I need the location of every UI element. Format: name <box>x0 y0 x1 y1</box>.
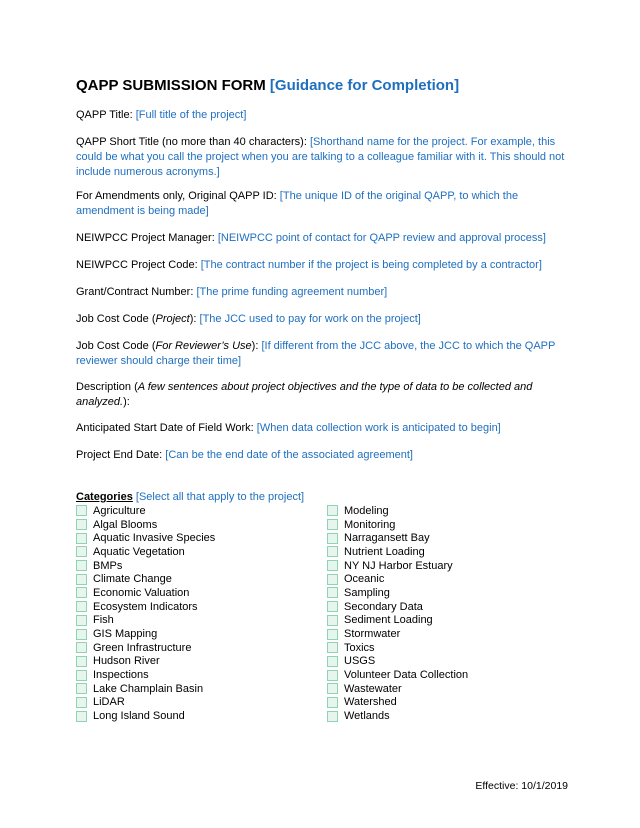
field-hint[interactable]: [The JCC used to pay for work on the project] <box>199 313 421 325</box>
field-short-title <box>76 135 568 180</box>
field-project-manager <box>76 231 568 246</box>
category-item[interactable] <box>327 600 468 614</box>
category-label: Ecosystem Indicators <box>93 600 198 613</box>
category-item[interactable] <box>76 559 215 573</box>
category-label: Aquatic Vegetation <box>93 545 185 558</box>
category-label: Lake Champlain Basin <box>93 682 204 695</box>
category-label: Wetlands <box>344 710 390 723</box>
category-item[interactable] <box>76 531 215 545</box>
category-item[interactable] <box>327 504 468 518</box>
category-item[interactable] <box>327 627 468 641</box>
category-checkbox[interactable] <box>76 711 87 722</box>
category-checkbox[interactable] <box>76 505 87 516</box>
field-label: Anticipated Start Date of Field Work: <box>76 422 257 434</box>
field-label-italic: Project <box>155 313 190 325</box>
category-label: Narragansett Bay <box>344 532 430 545</box>
category-item[interactable] <box>76 696 215 710</box>
field-label: Job Cost Code ( <box>76 313 156 325</box>
field-label: NEIWPCC Project Manager: <box>76 232 218 244</box>
category-item[interactable] <box>327 641 468 655</box>
category-checkbox[interactable] <box>327 711 338 722</box>
field-label: Project End Date: <box>76 449 166 461</box>
category-item[interactable] <box>76 627 215 641</box>
field-label: Description ( <box>76 381 138 393</box>
categories-left-column <box>76 504 215 723</box>
category-checkbox[interactable] <box>327 683 338 694</box>
field-hint[interactable]: [Full title of the project] <box>135 109 247 121</box>
category-label: Volunteer Data Collection <box>344 669 469 682</box>
category-item[interactable] <box>76 518 215 532</box>
category-label: Hudson River <box>93 655 160 668</box>
field-label: ): <box>123 396 130 408</box>
category-label: Sediment Loading <box>344 614 433 627</box>
field-hint[interactable]: [Can be the end date of the associated agreement] <box>165 449 413 461</box>
category-item[interactable] <box>327 518 468 532</box>
category-label: Monitoring <box>344 518 396 531</box>
category-label: USGS <box>344 655 376 668</box>
category-item[interactable] <box>76 682 215 696</box>
category-checkbox[interactable] <box>76 546 87 557</box>
category-item[interactable] <box>76 614 215 628</box>
category-label: Wastewater <box>344 682 402 695</box>
field-label: ): <box>251 340 262 352</box>
category-label: Sampling <box>344 586 390 599</box>
category-label: Stormwater <box>344 628 401 641</box>
category-item[interactable] <box>327 531 468 545</box>
category-checkbox[interactable] <box>76 697 87 708</box>
category-label: Oceanic <box>344 573 385 586</box>
category-item[interactable] <box>76 504 215 518</box>
category-label: Aquatic Invasive Species <box>93 532 216 545</box>
field-label: NEIWPCC Project Code: <box>76 259 201 271</box>
category-item[interactable] <box>76 668 215 682</box>
field-end-date <box>76 448 568 463</box>
field-label: QAPP Title: <box>76 109 136 121</box>
category-item[interactable] <box>327 559 468 573</box>
field-job-cost-code-reviewer <box>76 339 568 369</box>
category-checkbox[interactable] <box>327 574 338 585</box>
category-checkbox[interactable] <box>76 656 87 667</box>
category-checkbox[interactable] <box>327 587 338 598</box>
category-item[interactable] <box>76 572 215 586</box>
category-checkbox[interactable] <box>76 601 87 612</box>
field-qapp-title <box>76 108 568 123</box>
category-item[interactable] <box>327 655 468 669</box>
category-checkbox[interactable] <box>76 615 87 626</box>
category-label: Green Infrastructure <box>93 641 192 654</box>
field-grant-number <box>76 285 568 300</box>
field-hint[interactable]: [If different from the JCC above, the JCC to which the QAPP reviewer should charge their time] <box>76 340 556 367</box>
category-label: Algal Blooms <box>93 518 158 531</box>
effective-date: Effective: 10/1/2019 <box>475 780 568 792</box>
form-title-guidance: [Guidance for Completion] <box>269 77 460 94</box>
category-checkbox[interactable] <box>327 670 338 681</box>
field-label: ): <box>189 313 200 325</box>
category-label: Watershed <box>344 696 397 709</box>
form-title <box>76 77 459 94</box>
field-label: Grant/Contract Number: <box>76 286 197 298</box>
category-label: Climate Change <box>93 573 172 586</box>
category-label: GIS Mapping <box>93 628 158 641</box>
category-checkbox[interactable] <box>327 546 338 557</box>
category-label: NY NJ Harbor Estuary <box>344 559 453 572</box>
field-label: For Amendments only, Original QAPP ID: <box>76 190 280 202</box>
category-label: Fish <box>93 614 114 627</box>
category-checkbox[interactable] <box>76 519 87 530</box>
category-checkbox[interactable] <box>327 629 338 640</box>
category-item[interactable] <box>327 682 468 696</box>
field-project-code <box>76 258 568 273</box>
category-checkbox[interactable] <box>76 683 87 694</box>
form-title-main: QAPP SUBMISSION FORM <box>76 77 266 94</box>
category-item[interactable] <box>76 641 215 655</box>
category-label: Nutrient Loading <box>344 545 425 558</box>
category-checkbox[interactable] <box>76 533 87 544</box>
field-hint[interactable]: [NEIWPCC point of contact for QAPP review and approval process] <box>217 232 546 244</box>
field-start-date <box>76 421 568 436</box>
category-checkbox[interactable] <box>327 601 338 612</box>
field-job-cost-code-project <box>76 312 568 327</box>
category-item[interactable] <box>76 655 215 669</box>
field-hint[interactable]: [When data collection work is anticipated to begin] <box>256 422 501 434</box>
category-checkbox[interactable] <box>76 642 87 653</box>
category-item[interactable] <box>327 545 468 559</box>
category-item[interactable] <box>327 572 468 586</box>
category-checkbox[interactable] <box>327 656 338 667</box>
field-label-italic: For Reviewer’s Use <box>155 340 252 352</box>
category-label: Toxics <box>344 641 375 654</box>
category-checkbox[interactable] <box>327 642 338 653</box>
categories-hint: [Select all that apply to the project] <box>132 491 305 503</box>
field-hint[interactable]: [Shorthand name for the project. For example, this could be what you call the project when you are talking to a colleague familiar with it. This should not include numerous acronyms.] <box>76 136 565 178</box>
categories-heading <box>76 490 304 504</box>
field-hint[interactable]: [The contract number if the project is being completed by a contractor] <box>200 259 542 271</box>
field-label: Job Cost Code ( <box>76 340 156 352</box>
category-checkbox[interactable] <box>327 505 338 516</box>
category-label: Secondary Data <box>344 600 423 613</box>
categories-title: Categories <box>76 491 133 503</box>
category-checkbox[interactable] <box>76 670 87 681</box>
category-item[interactable] <box>76 586 215 600</box>
category-label: Inspections <box>93 669 149 682</box>
category-checkbox[interactable] <box>327 697 338 708</box>
category-label: Long Island Sound <box>93 710 185 723</box>
category-label: BMPs <box>93 559 123 572</box>
field-description <box>76 380 568 410</box>
category-item[interactable] <box>327 696 468 710</box>
category-checkbox[interactable] <box>327 560 338 571</box>
category-item[interactable] <box>76 709 215 723</box>
category-checkbox[interactable] <box>76 560 87 571</box>
category-checkbox[interactable] <box>327 519 338 530</box>
field-hint[interactable]: [The prime funding agreement number] <box>196 286 388 298</box>
field-original-qapp-id <box>76 189 568 219</box>
category-item[interactable] <box>327 709 468 723</box>
category-checkbox[interactable] <box>76 587 87 598</box>
category-label: Modeling <box>344 504 389 517</box>
category-item[interactable] <box>327 586 468 600</box>
category-checkbox[interactable] <box>76 629 87 640</box>
field-hint[interactable]: [The unique ID of the original QAPP, to which the amendment is being made] <box>76 190 519 217</box>
category-item[interactable] <box>76 600 215 614</box>
category-item[interactable] <box>76 545 215 559</box>
category-checkbox[interactable] <box>76 574 87 585</box>
category-label: LiDAR <box>93 696 125 709</box>
category-item[interactable] <box>327 668 468 682</box>
category-checkbox[interactable] <box>327 533 338 544</box>
category-label: Agriculture <box>93 504 146 517</box>
categories-right-column <box>327 504 468 723</box>
field-label-italic: A few sentences about project objectives and the type of data to be collected and analyzed. <box>76 381 533 408</box>
category-item[interactable] <box>327 614 468 628</box>
field-label: QAPP Short Title (no more than 40 characters): <box>76 136 310 148</box>
category-checkbox[interactable] <box>327 615 338 626</box>
category-label: Economic Valuation <box>93 586 190 599</box>
